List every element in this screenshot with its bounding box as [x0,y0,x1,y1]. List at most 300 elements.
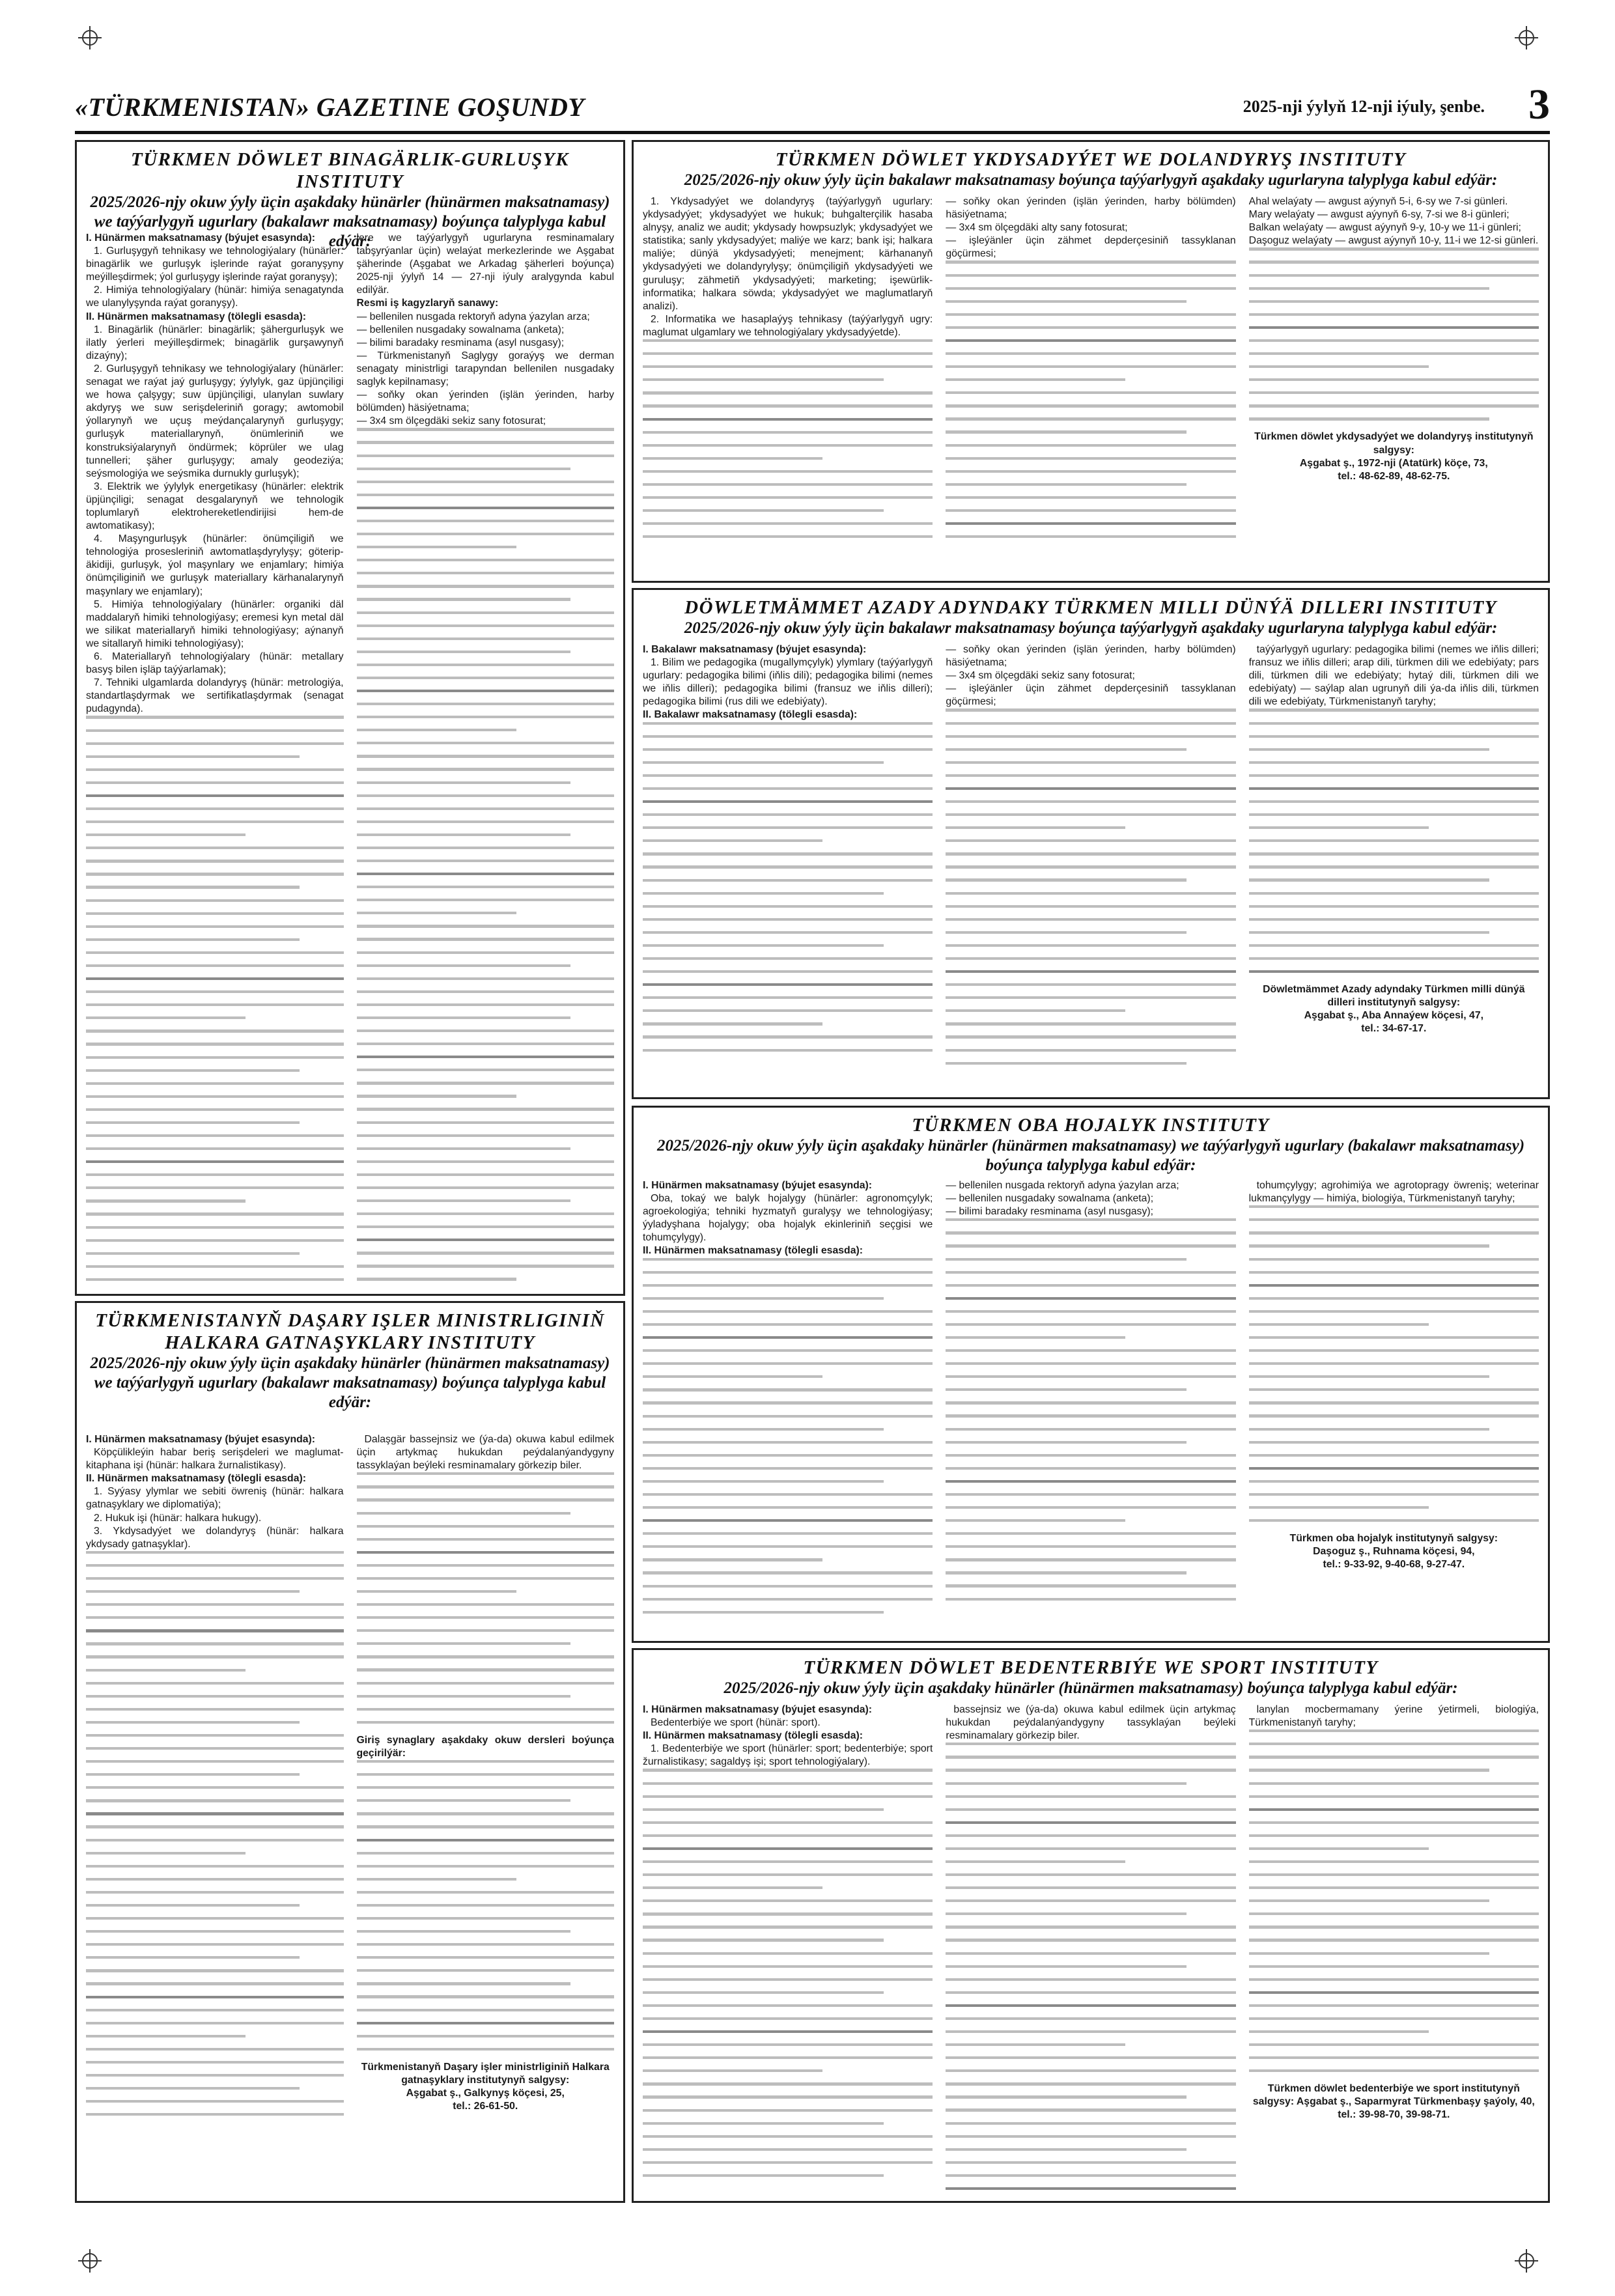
text-line [357,794,615,797]
paragraph: 2. Gurluşygyň tehnikasy we tehnologiýalary (hünärler: senagat we raýat jaý gurluşygy; ýylylyk, gaz üpjünçiligi we howa çalşygy; suw üpjünçiligi, ulanylan suwlary akdyryş we suw serişdeleriniň goragy; awtomobil ýollarynyň we uçuş meýdançalarynyň gurluşygy; gurluşyk materiallarynyň, önümleriniň we konstruksiýalarynyň öndürmek; köprüler we ulag tunnelleri; şäher gurluşygy; amaly geodeziýa; seýsmologiýa we seýsmika durnukly gurluşyk); [86,363,344,479]
paragraph: Köpçülikleýin habar beriş serişdeleri we maglumat-kitaphana işi (hünär: halkara žurnalistikasy). [86,1447,344,1472]
text-line [357,1225,615,1228]
list-item: — işleýänler üçin zähmet depderçesiniň tassyklanan göçürmesi; [946,235,1236,260]
text-line [1249,2056,1539,2059]
text-line [357,441,615,443]
text-line [1249,1480,1539,1483]
contact-address: Aşgabat ş., Galkynyş köçesi, 25, [406,2088,565,2099]
text-line [643,1834,933,1837]
text-line [946,1062,1187,1065]
text-line [86,716,344,718]
text-line [946,1467,1235,1470]
text-line [357,847,615,849]
text-column [643,195,933,576]
text-line [643,2082,933,2085]
text-line [643,1886,822,1889]
text-line [357,1708,615,1711]
text-lines [946,1743,1235,2190]
text-line [1249,1375,1490,1378]
text-line [1249,1271,1539,1274]
text-line [1249,1519,1539,1522]
text-line [643,1388,933,1391]
text-line [86,925,344,928]
text-line [946,1310,1235,1313]
text-line [357,1852,615,1855]
text-line [643,1860,933,1863]
text-line [86,1969,344,1972]
masthead [75,75,1550,136]
text-line [86,873,344,875]
text-line [357,860,615,862]
text-line [946,1284,1235,1287]
text-line [86,951,344,954]
text-lines [643,722,933,1052]
text-column [357,1433,615,2196]
text-line [86,2100,344,2103]
text-line [86,1551,344,1554]
text-line [946,2017,1235,2020]
text-column [946,1703,1235,2196]
text-line [357,781,570,784]
text-line [357,1108,615,1110]
text-line [643,996,933,999]
contact-heading: Türkmen döwlet ykdysadyýet we dolandyryş institutynyň salgysy: [1254,431,1534,456]
article-body [86,1433,614,2196]
text-line [946,1860,1125,1863]
text-line [86,912,344,915]
text-line [357,1878,516,1881]
text-line [946,1454,1235,1457]
text-line [86,2009,344,2011]
text-line [357,1095,516,1097]
paragraph: Dalaşgär bassejnsiz we (ýa-da) okuwa kabul edilmek üçin artykmaç hukukdan peýdalanýandygyny tassyklaýan beýleki resminamalary görkezip biler. [356,1434,614,1472]
text-line [1249,300,1539,303]
text-line [1249,931,1490,934]
text-line [643,1467,933,1470]
list-item: — bilimi baradaky resminama (asyl nusgasy); [946,1206,1154,1218]
section-heading: I. Bakalawr maksatnamasy (býujet esasynda): [643,644,867,655]
text-line [946,1414,1235,1417]
text-line [643,2174,884,2177]
article-subtitle: 2025/2026-njy okuw ýyly üçin aşakdaky hünärler (hünärmen maksatnamasy) we taýýarlygyň ugurlary (bakalawr maksatnamasy) boýunça talyplyga kabul edýär: [90,193,610,250]
list-item: — bellenilen nusgadaky sowalnama (anketa); [356,324,565,335]
issue-date: 2025-nji ýylyň 12-nji iýuly, şenbe. [1243,97,1485,116]
text-line [357,990,615,993]
text-line [357,1616,615,1619]
list-item: — işleýänler üçin zähmet depderçesiniň tassyklanan göçürmesi; [946,683,1236,708]
text-line [357,1695,570,1698]
text-line [946,1022,1235,1025]
text-line [643,892,884,895]
text-line [86,1616,344,1619]
text-line [1249,1873,1539,1876]
text-line [643,1375,822,1378]
text-line [643,1009,933,1012]
text-line [357,455,615,457]
section-heading: Resmi iş kagyzlaryň sanawy: [356,298,499,309]
text-line [1249,1506,1429,1509]
text-line [1249,722,1539,725]
text-line [357,977,615,980]
text-line [946,2174,1235,2177]
list-item: — 3x4 sm ölçegdäki alty sany fotosurat; [946,222,1128,234]
text-line [643,970,933,973]
paragraph: lere we taýýarlygyň ugurlaryna resminamalary tabşyrýanlar üçin) welaýat merkezlerinde we Aşgabat şäherinde (Aşgabat we Arkadag şäherleri boýunça) 2025-nji ýylyň 14 — 27-nji iýuly aralygynda kabul edilýär. [356,232,614,296]
text-line [1249,1258,1539,1261]
text-line [357,716,615,718]
article-header [640,596,1541,638]
text-line [643,1912,933,1915]
text-line [946,892,1235,895]
text-line [643,1323,933,1326]
text-line [1249,1428,1490,1431]
text-line [643,2135,933,2138]
text-line [1249,1205,1539,1208]
section-heading: II. Hünärmen maksatnamasy (tölegli esasda): [86,1473,306,1485]
list-item: — bellenilen nusgada rektoryň adyna ýazylan arza; [946,1180,1179,1191]
text-line [946,1978,1235,1981]
text-line [357,1930,570,1933]
text-line [357,559,615,561]
text-line [86,1603,344,1606]
list-item: — soňky okan ýerinden (işlän ýerinden, harby bölümden) häsiýetnama; [946,644,1236,669]
text-line [357,1069,615,1071]
text-line [946,970,1235,973]
text-column [86,1433,344,2196]
text-line [86,807,344,810]
text-line [357,1056,615,1058]
text-line [946,1271,1235,1274]
text-line [946,1899,1235,1902]
text-line [643,1284,933,1287]
text-line [357,1577,615,1580]
text-line [1249,1454,1539,1457]
text-line [1249,2017,1539,2020]
text-column [1249,195,1539,576]
text-line [357,428,615,430]
text-line [1249,944,1539,947]
text-line [357,690,615,692]
text-line [86,2113,344,2116]
text-line [357,755,615,757]
text-line [86,1878,344,1881]
text-line [357,1485,615,1488]
page-number: 3 [1528,81,1550,128]
text-line [946,1349,1235,1352]
text-line [357,1839,615,1841]
list-item: — bellenilen nusgada rektoryň adyna ýazylan arza; [356,311,590,322]
text-line [1249,865,1539,868]
text-line [946,1049,1235,1052]
text-line [86,1825,344,1828]
article-subtitle: 2025/2026-njy okuw ýyly üçin aşakdaky hünärler (hünärmen maksatnamasy) boýunça talyplyga kabul edýär: [723,1679,1458,1697]
text-line [1249,1847,1429,1850]
text-line [643,1506,933,1509]
text-line [946,957,1235,960]
text-line [643,813,933,816]
text-line [946,1441,1187,1444]
text-line [643,1441,933,1444]
text-line [946,1297,1235,1300]
text-line [946,1336,1125,1339]
text-line [357,494,615,496]
text-line [357,585,615,587]
section-heading: I. Hünärmen maksatnamasy (býujet esasynda): [86,1434,316,1445]
text-line [86,1056,344,1059]
text-line [946,378,1125,381]
paragraph: 7. Tehniki ulgamlarda dolandyryş (hünär: metrologiýa, standartlaşdyrmak we sertifikatlaşdyrmak (senagat pudagynda). [86,677,344,715]
text-line [946,2095,1187,2098]
text-line [86,1708,344,1711]
text-line [643,1965,933,1968]
text-line [86,847,344,849]
newspaper-title: «TÜRKMENISTAN» GAZETINE GOŞUNDY [75,92,585,122]
text-line [643,722,933,725]
text-column [643,1179,933,1636]
text-line [86,1747,344,1750]
text-line [946,1375,1235,1378]
text-column [1249,643,1539,1092]
paragraph: 2. Hukuk işi (hünär: halkara hukugy). [94,1512,262,1524]
text-line [1249,1743,1539,1745]
paragraph: 1. Bedenterbiýe we sport (hünärler: sport; bedenterbiýe; sport žurnalistikasy; sagaldyş işi; sport tehnologiýalary). [643,1743,933,1768]
text-line [946,404,1235,407]
text-line [1249,2004,1539,2007]
text-line [86,1577,344,1580]
text-line [946,1756,1235,1758]
text-line [946,1532,1235,1535]
text-line [1249,1310,1539,1313]
text-line [86,1082,344,1085]
text-line [946,1584,1235,1587]
text-line [1249,352,1539,355]
text-line [357,1786,615,1789]
text-line [357,742,615,744]
contact-address: Aşgabat ş., 1972-nji (Atatürk) köçe, 73, [1299,457,1488,469]
text-line [643,1899,933,1902]
text-line [946,509,1235,512]
text-line [643,1571,933,1574]
text-line [86,833,246,836]
article-body [643,1703,1539,2196]
text-line [86,1095,344,1098]
text-line [643,905,933,908]
text-line [86,1655,344,1658]
text-line [946,496,1235,499]
contact-address: Daşoguz ş., Ruhnama köçesi, 94, [1313,1546,1475,1558]
article-oba-hojalyk [632,1106,1550,1643]
article-title: TÜRKMEN DÖWLET BINAGÄRLIK-GURLUŞYK INSTITUTY [131,149,569,192]
text-line [86,2074,344,2077]
text-line [643,1808,884,1811]
text-line [946,1743,1235,1745]
text-line [357,1773,615,1776]
text-line [357,1212,615,1215]
text-line [1249,1729,1539,1732]
text-line [357,1147,570,1150]
text-line [357,2009,615,2011]
text-line [86,1199,246,1202]
text-line [946,722,1235,725]
text-lines [86,1551,344,2116]
text-line [357,886,615,888]
text-line [643,2017,933,2020]
text-line [357,768,615,770]
text-line [357,1239,615,1241]
text-line [946,300,1187,303]
paragraph: 6. Materiallaryň tehnologiýalary (hünär: metallary basyş bilen işläp taýýarlamak); [86,651,344,676]
text-line [946,535,1235,538]
text-line [86,1564,344,1567]
text-line [1249,326,1539,329]
text-line [946,2122,1235,2125]
text-line [643,918,933,921]
text-line [86,990,344,993]
text-line [1249,417,1490,420]
text-line [1249,1808,1539,1811]
text-line [86,1003,344,1006]
text-line [86,1812,344,1815]
text-line [1249,800,1539,803]
text-line [1249,1834,1539,1837]
text-line [946,2056,1235,2059]
text-line [1249,1231,1539,1234]
article-body [643,195,1539,576]
text-line [357,1564,615,1567]
text-line [946,1035,1235,1038]
text-line [86,1069,300,1072]
text-line [86,1865,344,1868]
text-line [357,703,615,705]
text-line [86,2048,344,2051]
text-line [357,533,615,535]
text-line [357,1629,615,1632]
contact-heading: Türkmen döwlet bedenterbiýe we sport institutynyň salgysy: Aşgabat ş., Saparmyrat Türkmenbaşy şaýoly, 40, [1252,2083,1535,2108]
text-line [86,1943,344,1946]
article-gatnasyklar [75,1301,625,2203]
text-line [643,431,933,434]
text-line [643,2056,933,2059]
text-line [1249,787,1539,790]
text-line [643,1493,933,1496]
paragraph: 1. Ykdysadyýet we dolandyryş (taýýarlygyň ugurlary: ykdysadyýet; ykdysadyýet we hukuk; buhgalterçilik hasaba alnyşy, analiz we audit; ykdysady howpsuzlyk; ykdysadyýet we statistika; sanly ykdysadyýet; maliýe we karz; bank işi; halkara maliýe; dünýä ykdysadyýeti; menejment; kärhananyň ykdysadyýeti we dolandyrylyşy; önümçiligiň ykdysadyýeti we guruluşy; zähmetiň ykdysadyýeti; marketing; işewürlik-informatika; halkara söwda; ykdysadyýet we maglumatlaryň analizi). [643,196,933,312]
text-line [1249,735,1539,738]
text-line [357,1956,615,1959]
text-line [1249,852,1539,855]
contact-address: Aşgabat ş., Aba Annaýew köçesi, 47, [1304,1010,1484,1022]
text-line [946,1545,1235,1548]
text-line [86,1786,344,1789]
text-line [357,1904,615,1907]
text-line [1249,1886,1539,1889]
paragraph: Oba, tokaý we balyk hojalygy (hünärler: agronomçylyk; agroekologiýa; tehniki hyzmatyň guralyşy we tehnologiýasy; ýyladyşhana hojalygy; oba hojalyk ekinleriniň seçgisi we tohumçylygy). [643,1193,933,1244]
text-line [357,1655,615,1658]
article-header [83,1309,617,1412]
text-line [86,1590,300,1593]
paragraph: 3. Elektrik we ýylylyk energetikasy (hünärler: elektrik üpjünçiligi; senagat desgalarynyň we tehnologik toplumlaryň elektrohereketlendirijisi hem-de awtomatikasy); [86,481,344,532]
text-line [643,1022,822,1025]
text-line [946,2161,1235,2164]
text-line [643,879,933,882]
text-line [643,2004,933,2007]
paragraph: 2. Informatika we hasaplaýyş tehnikasy (taýýarlygyň ugry: maglumat ulgamlary we tehnologiýalary ykdysadyýetde). [643,313,933,338]
text-line [946,1952,1235,1955]
text-line [643,1873,933,1876]
contact-phone: tel.: 26-61-50. [453,2101,518,2112]
text-line [357,664,615,666]
text-line [86,1839,344,1841]
text-line [643,391,933,394]
text-line [357,1799,570,1802]
text-line [1249,365,1429,368]
article-title: TÜRKMEN DÖWLET YKDYSADYÝET WE DOLANDYRYŞ INSTITUTY [775,149,1407,170]
text-line [643,1258,933,1261]
text-line [86,1996,344,1998]
paragraph: 1. Gurluşygyň tehnikasy we tehnologiýalary (hünärler: binagärlik we gurluşyk işlerinde raýat goranyşyny meýilleşdirmek; ýol gurluşygy işlerinde raýat goranyşy); [86,245,344,283]
text-line [643,444,933,447]
contact-heading: Türkmen oba hojalyk institutynyň salgysy: [1289,1533,1498,1545]
text-line [357,833,570,836]
paragraph: lanylan mocbermamany ýerine ýetirmeli, biologiýa, Türkmenistanyň taryhy; [1248,1704,1539,1729]
text-line [1249,260,1539,263]
text-line [86,1891,344,1894]
text-line [946,1323,1235,1326]
text-line [643,852,933,855]
text-line [946,787,1235,790]
text-line [643,957,933,960]
text-lines [86,716,344,1289]
text-line [1249,892,1539,895]
text-line [86,1239,344,1242]
text-line [357,1029,615,1032]
text-line [1249,905,1539,908]
text-line [357,598,570,600]
article-header [640,1114,1541,1175]
text-line [86,1734,344,1737]
text-line [357,1760,615,1763]
text-line [1249,1939,1539,1941]
text-line [1249,378,1539,381]
text-line [1249,1493,1539,1496]
text-line [1249,339,1539,342]
text-line [86,1760,344,1763]
text-line [946,931,1187,934]
paragraph: taýýarlygyň ugurlary: pedagogika bilimi (nemes we iňlis dilleri; fransuz we iňlis dilleri; arap dili, türkmen dili we edebiýaty; pars dili, türkmen dili we edebiýaty; hytaý dili, türkmen dili we edebiýaty) — saýlap alan ugrunyň dili ýa-da iňlis dili, türkmen dili we edebiýaty, Türkmenistanyň taryhy; [1248,644,1539,708]
text-line [86,781,344,784]
text-line [357,611,615,614]
text-line [86,755,300,758]
text-line [357,1603,615,1606]
text-line [643,404,933,407]
text-line [1249,826,1429,829]
article-body [643,643,1539,1092]
text-line [946,761,1235,764]
text-line [357,912,516,914]
text-line [86,1134,344,1137]
text-line [946,905,1235,908]
paragraph: Bedenterbiýe we sport (hünär: sport). [651,1717,821,1729]
text-line [946,708,1235,711]
text-line [643,1847,933,1850]
text-line [1249,1769,1490,1771]
registration-mark [1515,26,1538,49]
text-line [643,1952,933,1955]
text-line [357,651,570,653]
text-line [946,1401,1235,1404]
text-line [357,1472,615,1475]
text-line [946,1362,1235,1365]
text-line [643,535,933,538]
